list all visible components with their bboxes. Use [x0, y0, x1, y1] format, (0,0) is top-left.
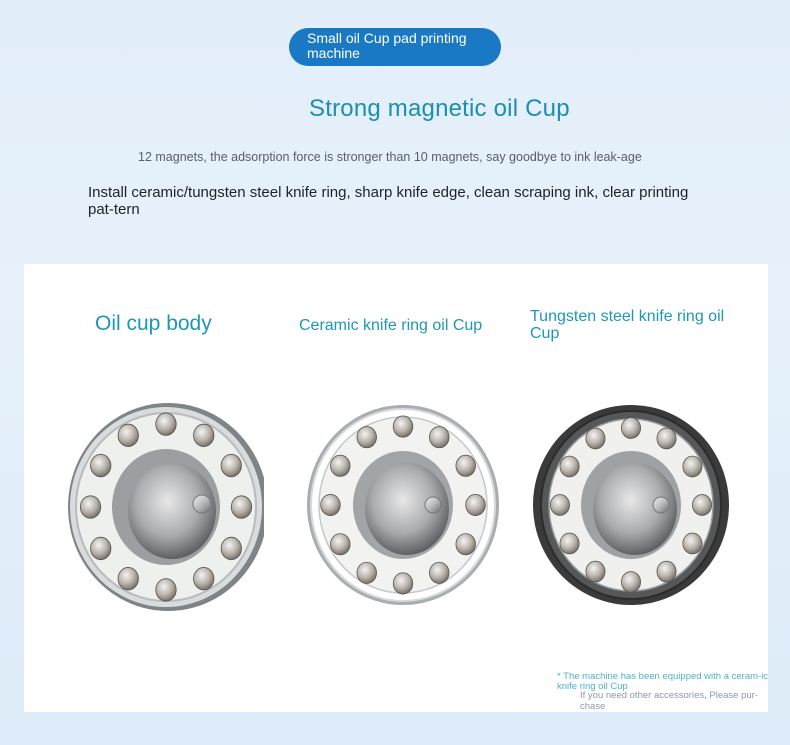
ceramic-ring-oil-cup-photo: [301, 397, 501, 617]
ceramic-ring-label: Ceramic knife ring oil Cup: [299, 317, 483, 334]
oil-cup-body-label: Oil cup body: [95, 312, 212, 335]
accessories-note: If you need other accessories, Please pur-chase: [580, 690, 758, 712]
page-headline: Strong magnetic oil Cup: [309, 95, 570, 122]
tungsten-ring-oil-cup-photo: [531, 397, 731, 617]
product-badge: Small oil Cup pad printing machine: [289, 28, 501, 66]
tungsten-ring-label: Tungsten steel knife ring oil Cup: [530, 308, 725, 342]
equipped-note: * The machine has been equipped with a ceram-ic knife ring oil Cup: [557, 671, 769, 692]
oil-cup-body-photo: [64, 397, 264, 617]
feature-knife-ring-text: Install ceramic/tungsten steel knife ring, sharp knife edge, clean scraping ink, clear printing pat-tern: [88, 184, 689, 218]
product-panel: [24, 264, 768, 712]
feature-magnets-text: 12 magnets, the adsorption force is stronger than 10 magnets, say goodbye to ink leak-age: [138, 150, 642, 164]
